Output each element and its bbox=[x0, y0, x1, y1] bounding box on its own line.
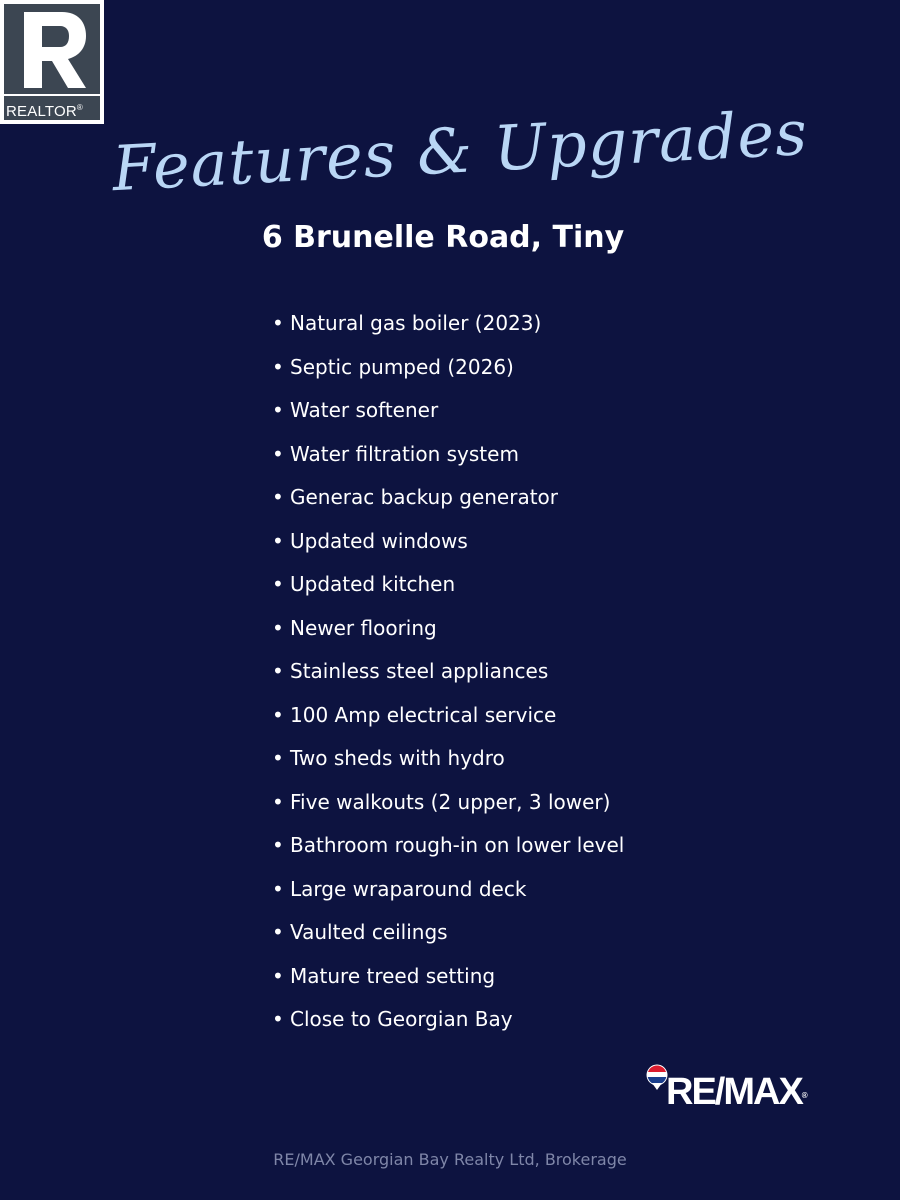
bullet-icon: • bbox=[272, 789, 284, 814]
bullet-icon: • bbox=[272, 398, 284, 422]
bullet-icon: • bbox=[272, 572, 284, 596]
feature-label: Mature treed setting bbox=[290, 963, 496, 988]
bullet-icon: • bbox=[272, 441, 284, 466]
feature-label: Generac backup generator bbox=[290, 485, 559, 509]
feature-item bbox=[272, 607, 624, 651]
brokerage-footer: RE/MAX Georgian Bay Realty Ltd, Brokerage bbox=[273, 1150, 627, 1169]
feature-item bbox=[272, 346, 624, 390]
realtor-logo bbox=[0, 0, 104, 124]
feature-label: Water softener bbox=[290, 398, 439, 422]
bullet-icon: • bbox=[272, 746, 284, 770]
hot-air-balloon-icon bbox=[646, 1064, 668, 1092]
page-title bbox=[110, 60, 810, 220]
feature-label: Updated windows bbox=[290, 528, 468, 553]
feature-item bbox=[272, 302, 624, 346]
bullet-icon: • bbox=[272, 876, 284, 901]
feature-label: Five walkouts (2 upper, 3 lower) bbox=[290, 789, 611, 814]
feature-item bbox=[272, 650, 624, 694]
feature-item bbox=[272, 868, 624, 912]
feature-label: Close to Georgian Bay bbox=[290, 1007, 513, 1031]
bullet-icon: • bbox=[272, 702, 284, 727]
feature-item bbox=[272, 955, 624, 999]
property-address: 6 Brunelle Road, Tiny bbox=[261, 220, 625, 255]
feature-label: 100 Amp electrical service bbox=[290, 702, 557, 727]
feature-item bbox=[272, 433, 624, 477]
bullet-icon: • bbox=[272, 833, 284, 857]
feature-list bbox=[272, 302, 624, 1042]
bullet-icon: • bbox=[272, 920, 284, 944]
feature-item bbox=[272, 737, 624, 781]
bullet-icon: • bbox=[272, 659, 284, 683]
feature-label: Stainless steel appliances bbox=[290, 659, 549, 683]
remax-logo bbox=[646, 1064, 812, 1114]
script-title-text: Features & Upgrades bbox=[110, 95, 810, 206]
feature-item bbox=[272, 520, 624, 564]
feature-label: Bathroom rough-in on lower level bbox=[290, 833, 625, 857]
bullet-icon: • bbox=[272, 311, 284, 335]
feature-item bbox=[272, 824, 624, 868]
feature-label: Water filtration system bbox=[290, 441, 519, 466]
feature-item bbox=[272, 563, 624, 607]
bullet-icon: • bbox=[272, 963, 284, 988]
feature-item bbox=[272, 694, 624, 738]
remax-wordmark: RE/MAX® bbox=[666, 1071, 808, 1113]
feature-label: Septic pumped (2026) bbox=[290, 354, 514, 379]
bullet-icon: • bbox=[272, 1007, 284, 1031]
feature-label: Newer flooring bbox=[290, 615, 437, 640]
feature-item bbox=[272, 911, 624, 955]
feature-label: Updated kitchen bbox=[290, 572, 456, 596]
feature-label: Natural gas boiler (2023) bbox=[290, 311, 542, 335]
feature-item bbox=[272, 998, 624, 1042]
bullet-icon: • bbox=[272, 615, 284, 640]
feature-label: Large wraparound deck bbox=[290, 876, 527, 901]
feature-label: Vaulted ceilings bbox=[290, 920, 448, 944]
bullet-icon: • bbox=[272, 485, 284, 509]
feature-item bbox=[272, 781, 624, 825]
realtor-r-icon bbox=[4, 4, 100, 94]
feature-item bbox=[272, 389, 624, 433]
realtor-wordmark: REALTOR® bbox=[4, 96, 100, 120]
feature-item bbox=[272, 476, 624, 520]
bullet-icon: • bbox=[272, 354, 284, 379]
feature-label: Two sheds with hydro bbox=[290, 746, 505, 770]
bullet-icon: • bbox=[272, 528, 284, 553]
